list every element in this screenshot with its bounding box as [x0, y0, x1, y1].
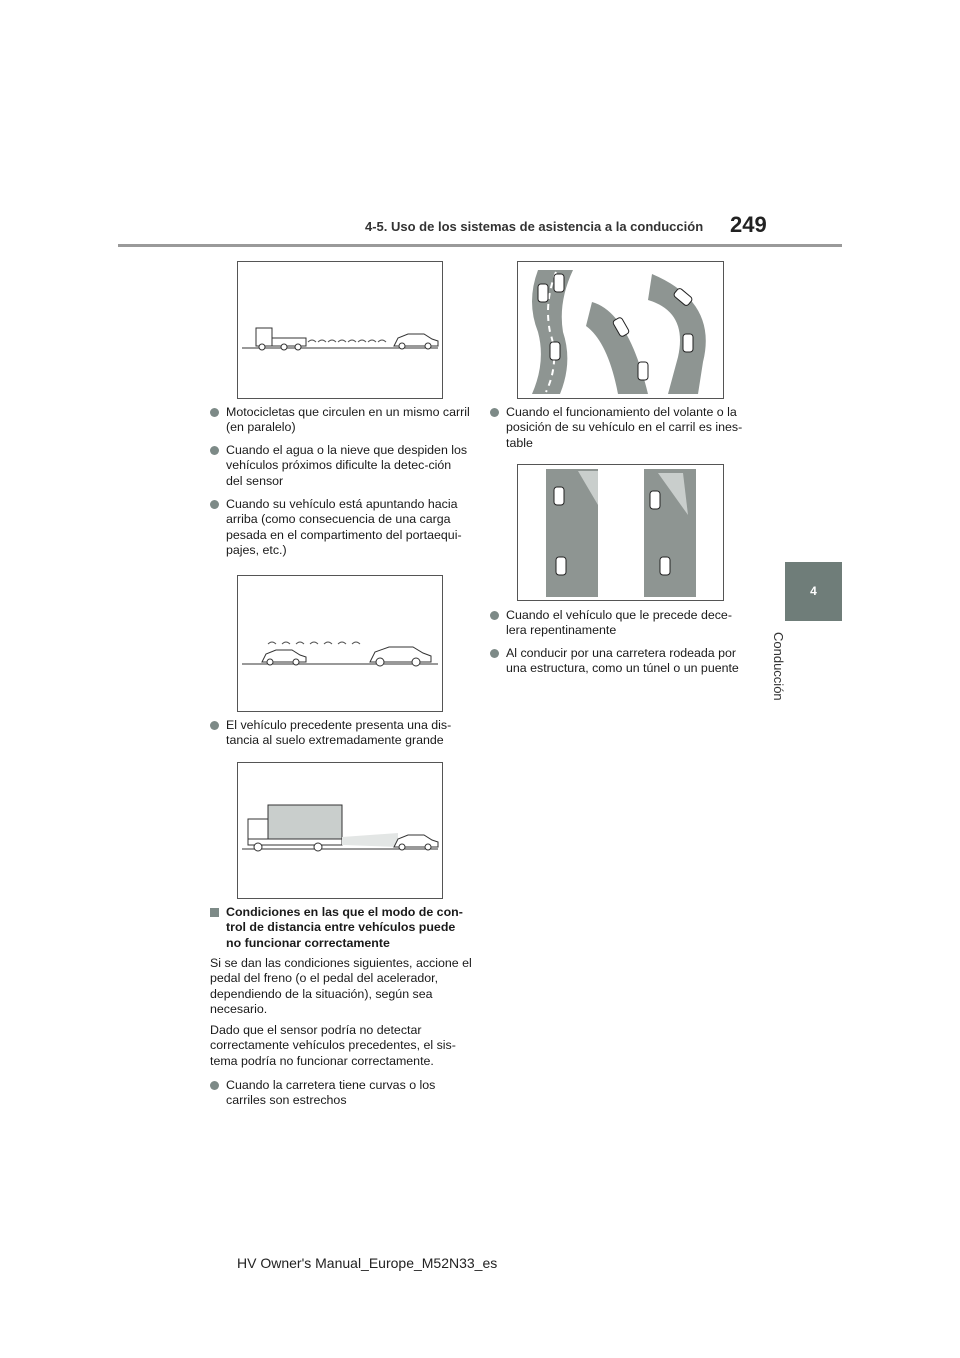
- header-divider: [118, 244, 842, 247]
- header-section-title: 4-5. Uso de los sistemas de asistencia a la conducción: [365, 219, 704, 234]
- chapter-side-label: Conducción: [771, 632, 786, 701]
- list-item: Cuando el funcionamiento del volante o la posición de su vehículo en el carril es ines-table: [490, 405, 752, 451]
- figure-motorcycle-lane: [237, 261, 443, 399]
- list-item: Cuando el vehículo que le precede dece-lera repentinamente: [490, 608, 752, 639]
- list-item: Cuando el agua o la nieve que despiden los vehículos próximos dificulte la detec-ción del sensor: [210, 443, 470, 489]
- paragraph: Dado que el sensor podría no detectar correctamente vehículos precedentes, el sis-tema podría no funcionar correctamente.: [210, 1023, 456, 1068]
- list-item: Motocicletas que circulen en un mismo carril (en paralelo): [210, 405, 470, 436]
- list-item: El vehículo precedente presenta una dis-tancia al suelo extremadamente grande: [210, 718, 470, 749]
- figure-lane-position: [517, 464, 724, 601]
- chapter-side-label-wrap: [771, 632, 805, 707]
- footer-manual-id: HV Owner's Manual_Europe_M52N33_es: [237, 1255, 498, 1271]
- section-heading: Condiciones en las que el modo de con-trol de distancia entre vehículos puede no funcionar correctamente: [210, 905, 472, 951]
- chapter-number: 4: [810, 584, 817, 598]
- figure-curved-roads: [517, 261, 724, 399]
- list-item: Cuando la carretera tiene curvas o los carriles son estrechos: [210, 1078, 470, 1109]
- list-item: Al conducir por una carretera rodeada por una estructura, como un túnel o un puente: [490, 646, 752, 677]
- paragraph: Si se dan las condiciones siguientes, accione el pedal del freno (o el pedal del acelerador, dependiendo de la situación), según sea necesario.: [210, 956, 472, 1016]
- chapter-tab: [785, 562, 842, 621]
- illustration-truck: [238, 763, 442, 898]
- illustration-motorcycle-lane: [238, 262, 442, 398]
- illustration-ground-clearance: [238, 576, 442, 711]
- figure-ground-clearance: [237, 575, 443, 712]
- illustration-curved-roads: [518, 262, 723, 398]
- list-item: Cuando su vehículo está apuntando hacia arriba (como consecuencia de una carga pesada en el compartimento del portaequi-pajes, etc.): [210, 497, 470, 558]
- illustration-lane-position: [518, 465, 723, 600]
- figure-truck: [237, 762, 443, 899]
- page-number: 249: [730, 212, 767, 237]
